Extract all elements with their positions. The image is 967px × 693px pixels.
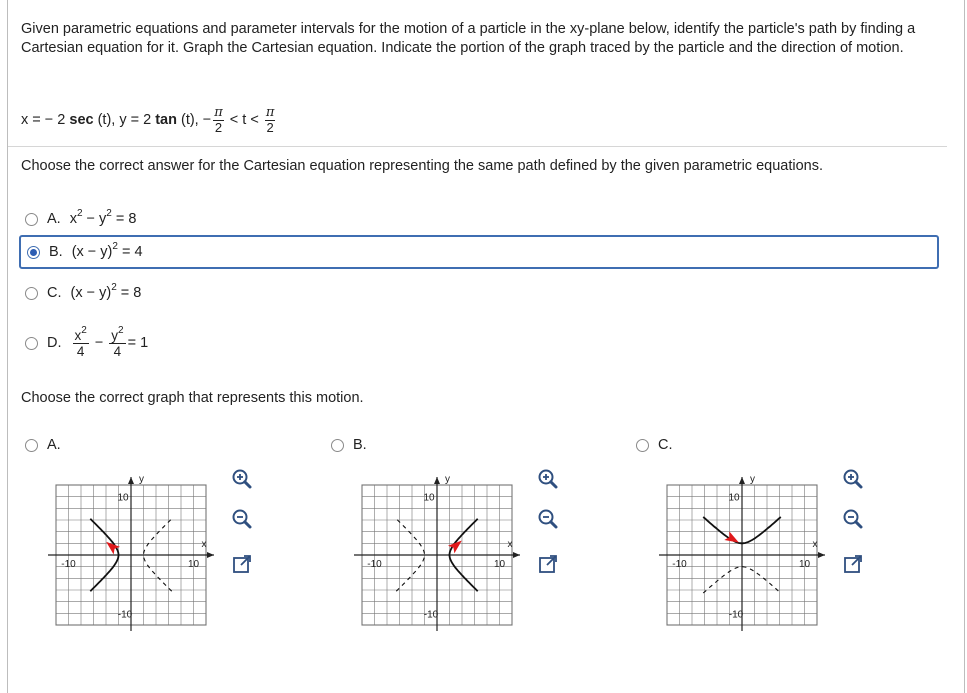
divider <box>8 146 947 147</box>
choice-a-answer: $x^2 - y^2 = 8$ <box>69 208 137 227</box>
tick-label-top: 10 <box>728 492 740 504</box>
radio-button[interactable] <box>636 439 649 452</box>
x-axis-label: x <box>201 539 207 550</box>
tick-label-bottom: -10 <box>423 609 439 621</box>
tick-label-top: 10 <box>423 492 435 504</box>
graph-choice-a[interactable]: A. <box>25 437 70 453</box>
zoom-in-icon[interactable] <box>842 468 864 490</box>
zoom-out-icon[interactable] <box>537 508 559 530</box>
radio-button-selected[interactable] <box>27 246 40 259</box>
choice-d-answer: $x^2$ 4 − $\frac{y^2}{4}$ = 1 <box>74 325 149 359</box>
tick-label-top: 10 <box>117 492 129 504</box>
zoom-in-icon[interactable] <box>537 468 559 490</box>
y-axis-arrow <box>434 477 440 484</box>
question-prompt-equation: Choose the correct answer for the Cartesian equation representing the same path defined by the given parametric equations. <box>21 158 824 174</box>
x-axis-arrow <box>513 552 520 558</box>
choice-b-answer: $(x - y)^2 = 4$ <box>71 241 143 260</box>
choice-b[interactable]: B. $(x - y)^2 = 4$ <box>19 235 939 269</box>
choice-c[interactable]: C. $(x - y)^2 = 8$ <box>19 276 939 310</box>
interval-lower-fraction: $\frac{\pi}{2}$ <box>214 104 223 135</box>
choice-a[interactable]: A. $x^2 - y^2 = 8$ <box>19 202 939 236</box>
y-axis-label: y <box>445 474 450 485</box>
tick-label-left: -10 <box>672 559 687 570</box>
tick-label-bottom: -10 <box>117 609 133 621</box>
graph-b <box>346 465 526 635</box>
y-axis-arrow <box>128 477 134 484</box>
tick-label-left: -10 <box>367 559 382 570</box>
radio-button[interactable] <box>331 439 344 452</box>
radio-button[interactable] <box>25 213 38 226</box>
parametric-equation: x = − 2 sec (t), y = 2 tan (t), − $\frac{\pi}{2}$ < t < $\frac{\pi}{2}$ <box>21 104 275 135</box>
graph-c <box>651 465 831 635</box>
choice-c-answer: $(x - y)^2 = 8$ <box>70 282 142 301</box>
tick-label-right: 10 <box>493 559 506 570</box>
choice-d[interactable]: D. $x^2$ 4 − $\frac{y^2}{4}$ = 1 <box>19 322 939 364</box>
interval-upper-fraction: $\frac{\pi}{2}$ <box>265 104 275 135</box>
question-intro: Given parametric equations and parameter intervals for the motion of a particle in the xy-plane below, identify the particle's path by finding a Cartesian equation for it. Graph the Cartesian equation. Indicate the portion of the graph traced by the particle and the direction of motion. <box>21 21 916 56</box>
x-axis-label: x <box>507 539 513 550</box>
graph-choice-c[interactable]: C. <box>636 437 682 453</box>
tick-label-right: 10 <box>798 559 811 570</box>
zoom-out-icon[interactable] <box>231 508 253 530</box>
x-axis-arrow <box>818 552 825 558</box>
y-axis-label: y <box>139 474 144 485</box>
tick-label-bottom: -10 <box>728 609 744 621</box>
graph-a <box>40 465 220 635</box>
radio-button[interactable] <box>25 337 38 350</box>
open-graph-icon[interactable] <box>537 553 559 575</box>
y-axis-label: y <box>750 474 755 485</box>
radio-button[interactable] <box>25 287 38 300</box>
zoom-out-icon[interactable] <box>842 508 864 530</box>
x-axis-arrow <box>207 552 214 558</box>
question-prompt-graph: Choose the correct graph that represents this motion. <box>21 390 364 406</box>
graph-choice-b[interactable]: B. <box>331 437 376 453</box>
tick-label-left: -10 <box>61 559 76 570</box>
open-graph-icon[interactable] <box>842 553 864 575</box>
radio-button[interactable] <box>25 439 38 452</box>
zoom-in-icon[interactable] <box>231 468 253 490</box>
y-axis-arrow <box>739 477 745 484</box>
x-axis-label: x <box>812 539 818 550</box>
tick-label-right: 10 <box>187 559 200 570</box>
open-graph-icon[interactable] <box>231 553 253 575</box>
